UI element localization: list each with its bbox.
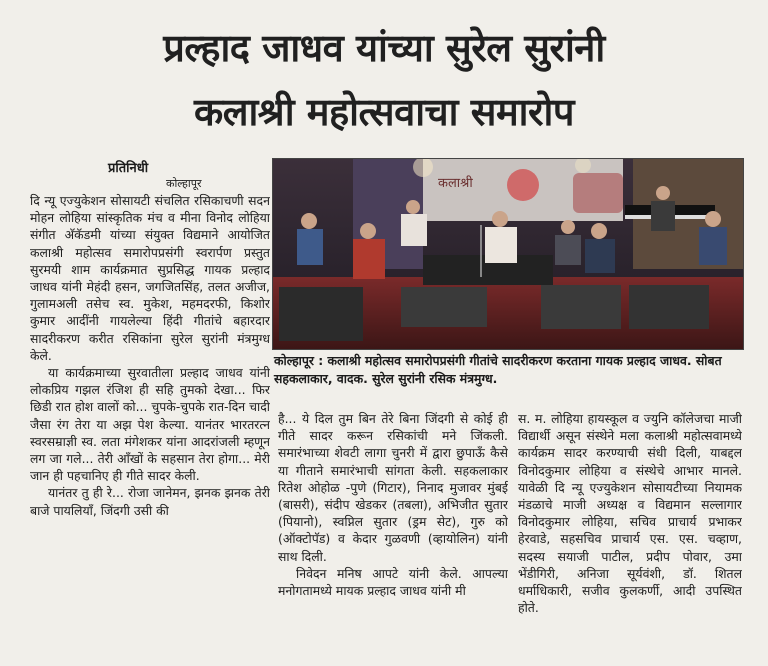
paragraph: दि न्यू एज्युकेशन सोसायटी संचलित रसिकाचणी सदन मोहन लोहिया सांस्कृतिक मंच व मीना विनोद लोहिया संगीत अ‍ॅकॅडमी यांच्या संयुक्त विद्यमाने आयोजित कलाश्री महोत्सव समारोपप्रसंगी स्वरार्पण प्रस्तुत सुरमयी शाम कार्यक्रमात सुप्रसिद्ध गायक प्रल्हाद जाधव यांनी मेहंदी हसन, जगजितसिंह, तलत अजीज, गुलामअली तसेच स्व. मुकेश, महमदरफी, किशोर कुमार आदींनी गायलेल्या हिंदी गीतांचे बहारदार सादरीकरण करीत रसिकांना सुरेल सुरांनी मंत्रमुग्ध केले. xyxy=(30,193,270,363)
concert-stage-illustration xyxy=(273,159,743,349)
headline-line-1: प्रल्हाद जाधव यांच्या सुरेल सुरांनी xyxy=(163,26,605,70)
photo-caption: कोल्हापूर : कलाश्री महोत्सव समारोपप्रसंगी गीतांचे सादरीकरण करताना गायक प्रल्हाद जाधव. सोबत सहकलाकार, वादक. सुरेल सुरांनी रसिक मंत्रमुग्ध. xyxy=(274,353,722,386)
article-column-1 xyxy=(30,192,270,654)
article-column-3 xyxy=(518,410,742,654)
headline-line-2: कलाश्री महोत्सवाचा समारोप xyxy=(194,90,574,134)
article-column-2 xyxy=(278,410,508,654)
dateline: कोल्हापूर xyxy=(166,177,202,190)
paragraph: है... ये दिल तुम बिन तेरे बिना जिंदगी से कोई ही गीते सादर करून रसिकांची मने जिंकली. समारंभाच्या शेवटी लागा चुनरी में द्वारा छुपाऊँ कैसे या गीताने समारंभाची सांगता केली. सहकलाकार रितेश ओहोळ -पुणे (गिटार), निनाद मुजावर मुंबई (बासरी), संदीप खेडकर (तबला), अभिजीत सुतार (पियानो), स्वप्निल सुतार (ड्रम सेट), गुरु को (ऑक्टोपॅड) व केदार गुळवणी (व्हायोलिन) यांनी साथ दिली. xyxy=(278,411,508,564)
paragraph: या कार्यक्रमाच्या सुरवातीला प्रल्हाद जाधव यांनी लोकप्रिय गझल रंजिश ही सहि तुमको देखा... फिर छिडी रात होश वालों को... चुपके-चुपके रात-दिन चादी जैसा रंग तेरा या अझ पेश केल्या. यानंतर भारतरत्न स्वरसम्राज्ञी स्व. लता मंगेशकर यांना आदरांजली म्हणून लग जा गले... तेरी आँखों के सहसान तेरा होगा... मेरी जान ही पहचानिए ही गीते सादर केली. xyxy=(30,365,270,484)
paragraph: यानंतर तु ही रे... रोजा जानेमन, झनक झनक तेरी बाजे पायलियाँ, जिंदगी उसी की xyxy=(30,485,270,518)
backdrop-text: कलाश्री xyxy=(438,176,473,191)
paragraph: स. म. लोहिया हायस्कूल व ज्युनि कॉलेजचा माजी विद्यार्थी असून संस्थेने मला कलाश्री महोत्सवामध्ये कार्यक्रम सादर करण्याची संधी दिली, याबद्दल विनोदकुमार लोहिया व संस्थेचे आभार मानले. यावेळी दि न्यू एज्युकेशन सोसायटीच्या नियामक मंडळाचे माजी अध्यक्ष व विद्यमान सल्लागार विनोदकुमार लोहिया, सचिव प्राचार्य प्रभाकर हेरवाडे, सहसचिव प्राचार्य एस. एस. चव्हाण, सदस्य सयाजी पाटील, प्रदीप पोवार, उमा भेंडीगिरी, अनिजा सूर्यवंशी, डॉ. शितल धर्माधिकारी, सजीव कुलकर्णी, आदी उपस्थित होते. xyxy=(518,411,742,616)
concert-photo xyxy=(272,158,744,350)
paragraph: निवेदन मनिष आपटे यांनी केले. आपल्या मनोगतामध्ये मायक प्रल्हाद जाधव यांनी मी xyxy=(278,565,508,599)
byline: प्रतिनिधी xyxy=(108,161,149,176)
